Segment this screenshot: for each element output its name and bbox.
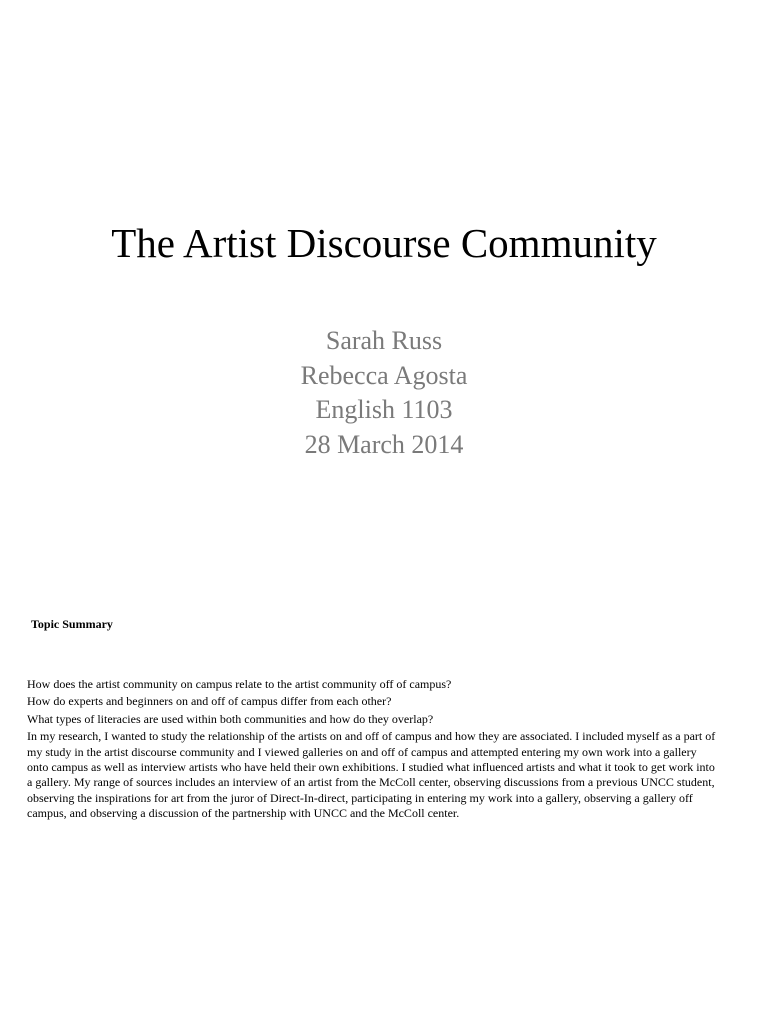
section-heading-topic-summary: Topic Summary — [31, 617, 113, 631]
page-title: The Artist Discourse Community — [111, 220, 657, 266]
course-name: English 1103 — [315, 395, 453, 424]
document-date: 28 March 2014 — [304, 429, 464, 459]
author-name: Sarah Russ — [325, 326, 443, 355]
instructor-name: Rebecca Agosta — [300, 360, 468, 390]
summary-paragraph: In my research, I wanted to study the relationship of the artists on and off of campus and how they are associated. I included myself as a part of my study in the artist discourse community and I viewed galleries on and off of campus and attempted entering my own work into a gallery onto campus as well as interview artists who have held their own exhibitions. I studied what influenced artists and what it took to get work into a gallery. My range of sources includes an interview of an artist from the McColl center, observing discussions from a previous UNCC student, observing the inspirations for art from the juror of Direct-In-direct, participating in entering my work into a gallery, observing a gallery off campus, and observing a discussion of the partnership with UNCC and the McColl center. — [27, 729, 716, 821]
research-question: What types of literacies are used within both communities and how do they overlap? — [27, 711, 434, 726]
topic-summary-body — [27, 677, 717, 824]
title-block-meta — [0, 324, 768, 462]
research-question: How do experts and beginners on and off of campus differ from each other? — [27, 694, 392, 709]
research-question: How does the artist community on campus relate to the artist community off of campus? — [27, 677, 452, 691]
